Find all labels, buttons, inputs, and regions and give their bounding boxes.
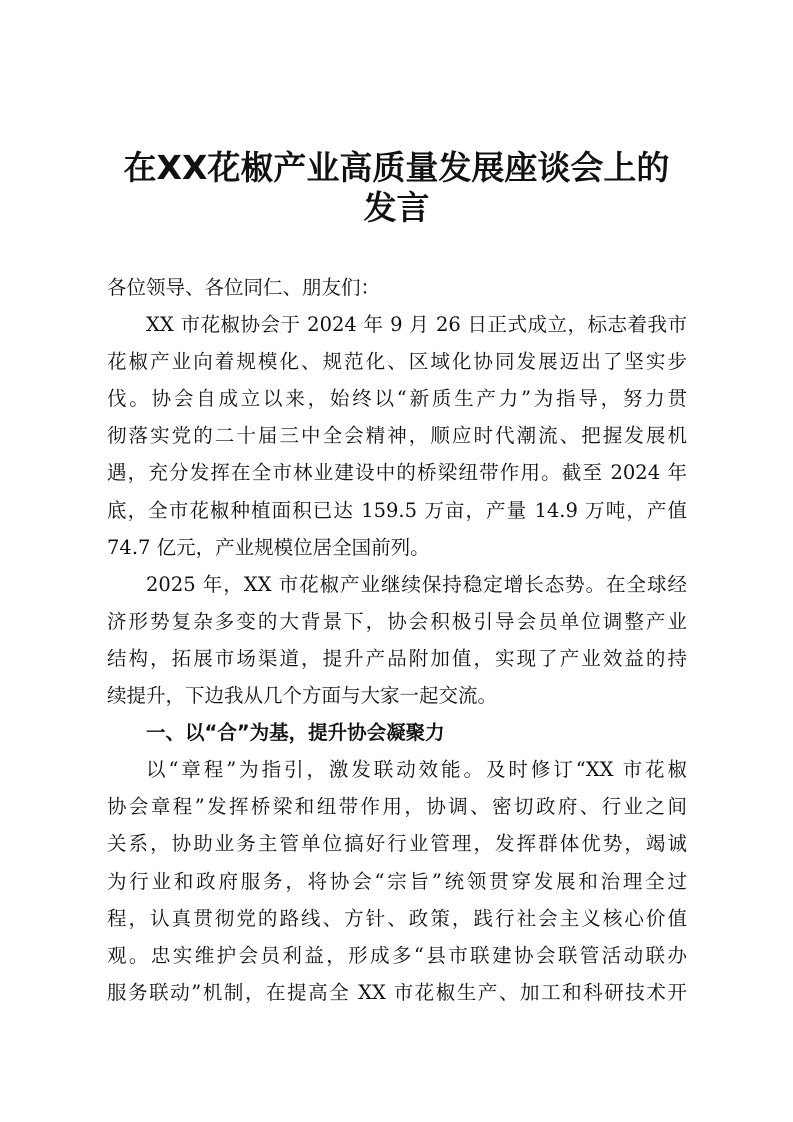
title-line: 在XX花椒产业高质量发展座谈会上的 — [123, 148, 670, 187]
paragraph-line: 遇，充分发挥在全市林业建设中的桥梁纽带作用。截至 2024 年 — [107, 461, 687, 485]
paragraph-line: 关系，协助业务主管单位搞好行业管理，发挥群体优势，竭诚 — [107, 832, 687, 856]
paragraph-line: 观。忠实维护会员利益，形成多“县市联建协会联管活动联办 — [107, 943, 687, 967]
document-title — [90, 148, 703, 228]
paragraph-line: 续提升，下边我从几个方面与大家一起交流。 — [107, 684, 498, 708]
salutation: 各位领导、各位同仁、朋友们： — [107, 276, 381, 299]
paragraph-line: 以“章程”为指引，激发联动效能。及时修订“XX 市花椒 — [146, 758, 687, 782]
section-heading: 一、以“合”为基，提升协会凝聚力 — [146, 721, 445, 745]
paragraph-line: 协会章程”发挥桥梁和纽带作用，协调、密切政府、行业之间 — [107, 795, 687, 819]
paragraph-line: 程，认真贯彻党的路线、方针、政策，践行社会主义核心价值 — [107, 906, 687, 930]
paragraph-line: 服务联动”机制，在提高全 XX 市花椒生产、加工和科研技术开 — [107, 980, 687, 1004]
paragraph-line: 2025 年，XX 市花椒产业继续保持稳定增长态势。在全球经 — [146, 572, 687, 596]
paragraph-line: 济形势复杂多变的大背景下，协会积极引导会员单位调整产业 — [107, 609, 687, 633]
paragraph-line: 74.7 亿元，产业规模位居全国前列。 — [107, 535, 430, 559]
paragraph-line: 花椒产业向着规模化、规范化、区域化协同发展迈出了坚实步 — [107, 350, 687, 374]
paragraph-line: 伐。协会自成立以来，始终以“新质生产力”为指导，努力贯 — [107, 387, 687, 411]
document-body — [107, 269, 687, 1011]
paragraph-line: 彻落实党的二十届三中全会精神，顺应时代潮流、把握发展机 — [107, 424, 687, 448]
paragraph-line: XX 市花椒协会于 2024 年 9 月 26 日正式成立，标志着我市 — [146, 313, 687, 337]
paragraph-line: 底，全市花椒种植面积已达 159.5 万亩，产量 14.9 万吨，产值 — [107, 498, 687, 522]
paragraph-line: 结构，拓展市场渠道，提升产品附加值，实现了产业效益的持 — [107, 646, 687, 670]
paragraph-line: 为行业和政府服务，将协会“宗旨”统领贯穿发展和治理全过 — [107, 869, 687, 893]
title-line: 发言 — [363, 188, 430, 227]
